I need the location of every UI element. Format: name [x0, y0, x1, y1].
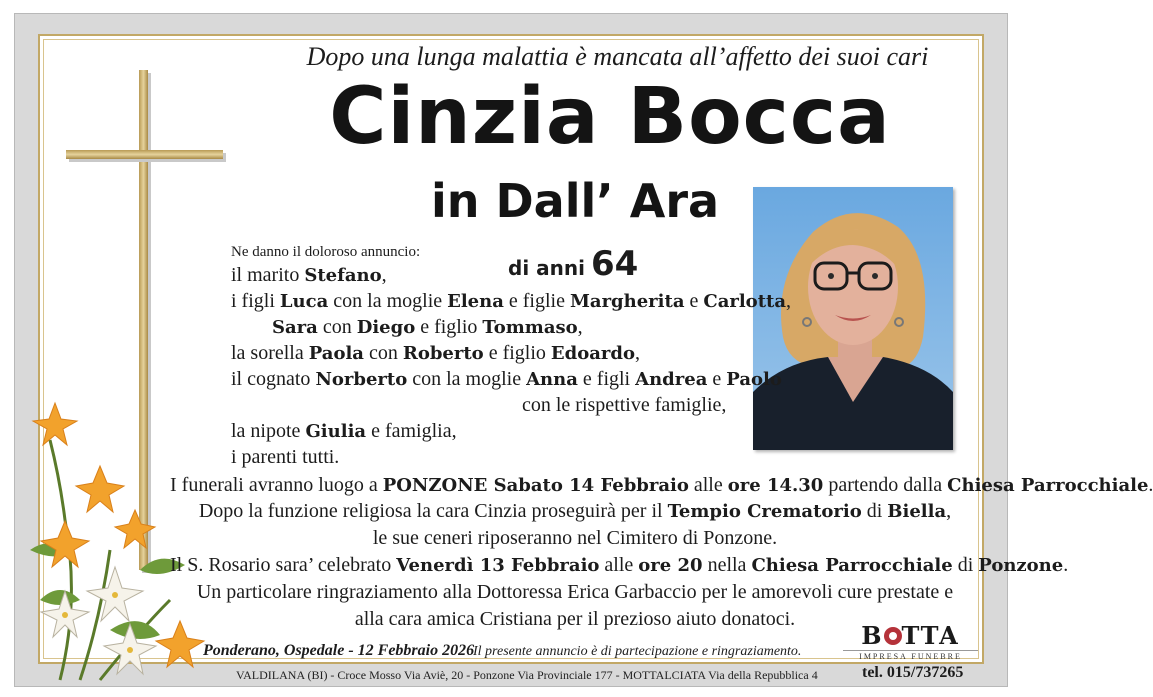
text-segment: .	[1148, 474, 1153, 496]
text-segment: con la moglie	[328, 290, 448, 312]
bold-name: Giulia	[305, 421, 367, 442]
text-segment: Dopo la funzione religiosa la cara Cinzia proseguirà per il	[198, 500, 668, 522]
announcement-heading: Ne danno il doloroso annuncio:	[231, 244, 421, 260]
bold-name: Elena	[447, 291, 504, 312]
text-segment: e famiglia,	[366, 420, 457, 442]
detail-line	[170, 500, 980, 523]
bold-name: Venerdì 13 Febbraio	[396, 555, 600, 576]
bold-name: Margherita	[569, 291, 685, 312]
bold-name: Chiesa Parrocchiale	[947, 475, 1149, 496]
bold-name: Edoardo	[550, 343, 635, 364]
text-segment: Il S. Rosario sara’ celebrato	[170, 554, 397, 576]
text-segment: e figlio	[415, 316, 483, 338]
bold-name: Luca	[279, 291, 329, 312]
bold-name: Biella	[887, 501, 947, 522]
bold-name: Roberto	[402, 343, 484, 364]
bold-name: Norberto	[315, 369, 408, 390]
bold-name: Paolo	[726, 369, 782, 390]
text-segment: i parenti tutti.	[231, 446, 340, 468]
detail-line	[170, 474, 1153, 497]
bold-name: Chiesa Parrocchiale	[751, 555, 953, 576]
text-segment: e figli	[577, 368, 636, 390]
bold-name: Anna	[526, 369, 578, 390]
text-segment: con	[317, 316, 357, 338]
text-segment: e figlie	[503, 290, 570, 312]
text-segment: alla cara amica Cristiana per il prezioso aiuto donatoci.	[354, 608, 796, 630]
text-segment: le sue ceneri riposeranno nel Cimitero di Ponzone.	[372, 527, 778, 549]
family-line	[231, 446, 339, 469]
logo-o-mark	[884, 627, 902, 645]
addresses-footer: VALDILANA (BI) - Croce Mosso Via Aviè, 20 - Ponzone Via Provinciale 177 - MOTTALCIATA Via della Repubblica 4	[236, 668, 818, 682]
bold-name: Tempio Crematorio	[667, 501, 862, 522]
text-segment: con le rispettive famiglie,	[522, 394, 727, 416]
funeral-home-logo	[843, 621, 978, 661]
text-segment: con	[363, 342, 403, 364]
age-line	[508, 244, 638, 284]
text-segment: alle	[599, 554, 639, 576]
text-segment: la nipote	[231, 420, 306, 442]
bold-name: Andrea	[635, 369, 708, 390]
age-label: di anni	[508, 256, 585, 280]
detail-line	[170, 527, 980, 550]
text-segment: ,	[381, 264, 387, 286]
text-segment: ,	[946, 500, 952, 522]
telephone: tel. 015/737265	[862, 664, 964, 681]
cross-bar	[66, 150, 223, 159]
portrait-photo	[753, 187, 953, 450]
text-segment: e	[707, 368, 727, 390]
text-segment: il marito	[231, 264, 305, 286]
bold-name: Stefano	[304, 265, 382, 286]
logo-subtitle: IMPRESA FUNEBRE	[843, 650, 978, 661]
bold-name: Sara	[272, 317, 318, 338]
bold-name: ore 14.30	[727, 475, 824, 496]
text-segment: di	[861, 500, 888, 522]
family-line	[231, 420, 457, 443]
text-segment: e	[684, 290, 704, 312]
announcement-note: Il presente annuncio è di partecipazione e ringraziamento.	[473, 644, 802, 659]
age-value: 64	[590, 244, 639, 284]
text-segment: nella	[702, 554, 752, 576]
bold-name: Ponzone	[978, 555, 1064, 576]
family-line	[231, 290, 791, 313]
detail-line	[170, 554, 1069, 577]
intro-text: Dopo una lunga malattia è mancata all’affetto dei suoi cari	[306, 42, 929, 71]
detail-line	[170, 581, 980, 604]
text-segment: alle	[688, 474, 728, 496]
text-segment: .	[1063, 554, 1069, 576]
text-segment: ,	[785, 290, 791, 312]
family-line	[231, 342, 640, 365]
logo-name: B TTA	[861, 621, 960, 650]
text-segment: con la moglie	[407, 368, 527, 390]
bold-name: PONZONE Sabato 14 Febbraio	[382, 475, 689, 496]
text-segment: di	[952, 554, 979, 576]
bold-name: Diego	[356, 317, 416, 338]
bold-name: Carlotta	[703, 291, 786, 312]
bold-name: Tommaso	[482, 317, 578, 338]
deceased-name: Cinzia Bocca	[329, 72, 891, 162]
text-segment: I funerali avranno luogo a	[170, 474, 383, 496]
text-segment: Un particolare ringraziamento alla Dottoressa Erica Garbaccio per le amorevoli cure prestate e	[196, 581, 954, 603]
bold-name: ore 20	[638, 555, 703, 576]
bold-name: Paola	[308, 343, 364, 364]
family-line	[272, 316, 583, 339]
text-segment: il cognato	[231, 368, 316, 390]
text-segment: e figlio	[483, 342, 551, 364]
text-segment: partendo dalla	[823, 474, 948, 496]
family-line	[522, 394, 726, 417]
text-segment: i figli	[231, 290, 280, 312]
text-segment: ,	[577, 316, 583, 338]
text-segment: ,	[634, 342, 640, 364]
text-segment: la sorella	[231, 342, 309, 364]
family-line	[231, 264, 387, 287]
place-date: Ponderano, Ospedale - 12 Febbraio 2026	[203, 642, 475, 659]
family-line	[231, 368, 782, 391]
married-name: in Dall’ Ara	[430, 174, 720, 228]
